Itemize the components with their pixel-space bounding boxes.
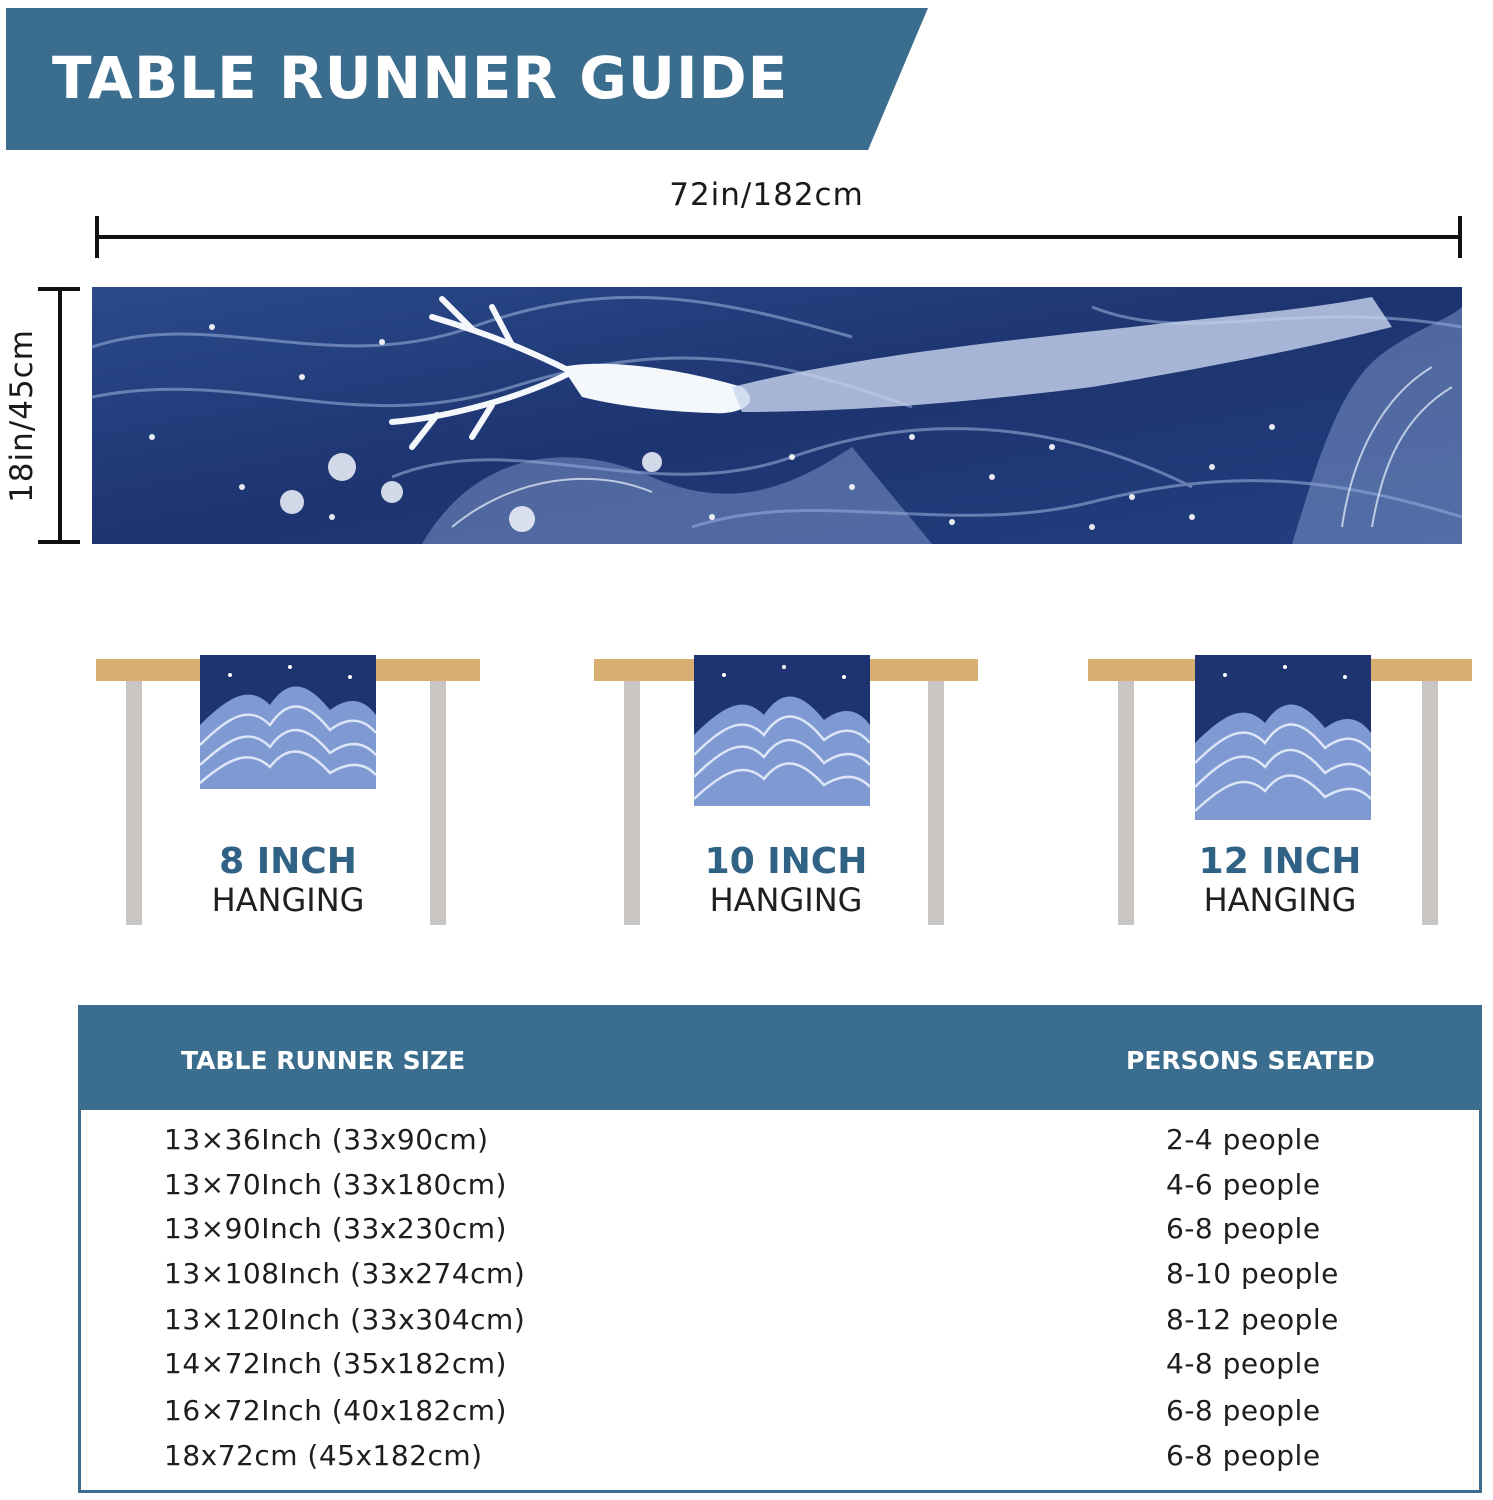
header-table-runner-size: TABLE RUNNER SIZE	[181, 1046, 466, 1075]
hanging-label: HANGING	[709, 881, 863, 919]
row-persons: 4-6 people	[1166, 1168, 1321, 1201]
hanging-size: 8 INCH	[219, 841, 357, 882]
width-dimension-label: 18in/45cm	[4, 329, 40, 503]
row-size: 16×72Inch (40x182cm)	[164, 1394, 507, 1427]
row-size: 13×90Inch (33x230cm)	[164, 1212, 507, 1245]
table-row	[81, 1347, 1479, 1391]
runner-drape	[694, 655, 870, 806]
row-persons: 4-8 people	[1166, 1347, 1321, 1380]
table-row	[81, 1168, 1479, 1212]
width-dimension-top-tick	[38, 287, 80, 291]
length-dimension-line	[96, 235, 1462, 239]
table-row	[81, 1212, 1479, 1256]
hanging-size: 12 INCH	[1198, 841, 1362, 882]
page-title: TABLE RUNNER GUIDE	[52, 44, 789, 112]
length-dimension-right-tick	[1458, 216, 1462, 258]
table-row	[81, 1439, 1479, 1483]
runner-drape	[200, 655, 376, 789]
row-persons: 6-8 people	[1166, 1394, 1321, 1427]
table-row	[81, 1123, 1479, 1167]
row-size: 13×120Inch (33x304cm)	[164, 1303, 526, 1336]
length-dimension-left-tick	[95, 216, 99, 258]
row-size: 13×70Inch (33x180cm)	[164, 1168, 507, 1201]
width-dimension-line	[58, 288, 62, 544]
table-row	[81, 1257, 1479, 1301]
length-dimension-label: 72in/182cm	[669, 177, 864, 213]
size-table-header	[81, 1008, 1479, 1110]
width-dimension-bottom-tick	[38, 540, 80, 544]
hanging-diagram-12	[1088, 655, 1472, 930]
row-size: 18x72cm (45x182cm)	[164, 1439, 483, 1472]
row-size: 14×72Inch (35x182cm)	[164, 1347, 507, 1380]
hanging-label: HANGING	[1203, 881, 1357, 919]
hanging-label: HANGING	[211, 881, 365, 919]
row-persons: 2-4 people	[1166, 1123, 1321, 1156]
hanging-size: 10 INCH	[704, 841, 868, 882]
size-table	[78, 1005, 1482, 1493]
hanging-diagram-10	[594, 655, 978, 930]
row-persons: 8-10 people	[1166, 1257, 1339, 1290]
row-persons: 6-8 people	[1166, 1439, 1321, 1472]
row-size: 13×108Inch (33x274cm)	[164, 1257, 526, 1290]
table-row	[81, 1394, 1479, 1438]
runner-drape	[1195, 655, 1371, 820]
row-size: 13×36Inch (33x90cm)	[164, 1123, 489, 1156]
hanging-diagram-8	[96, 655, 480, 930]
table-runner-image	[92, 287, 1462, 544]
row-persons: 6-8 people	[1166, 1212, 1321, 1245]
header-persons-seated: PERSONS SEATED	[1126, 1046, 1375, 1075]
row-persons: 8-12 people	[1166, 1303, 1339, 1336]
table-row	[81, 1303, 1479, 1347]
